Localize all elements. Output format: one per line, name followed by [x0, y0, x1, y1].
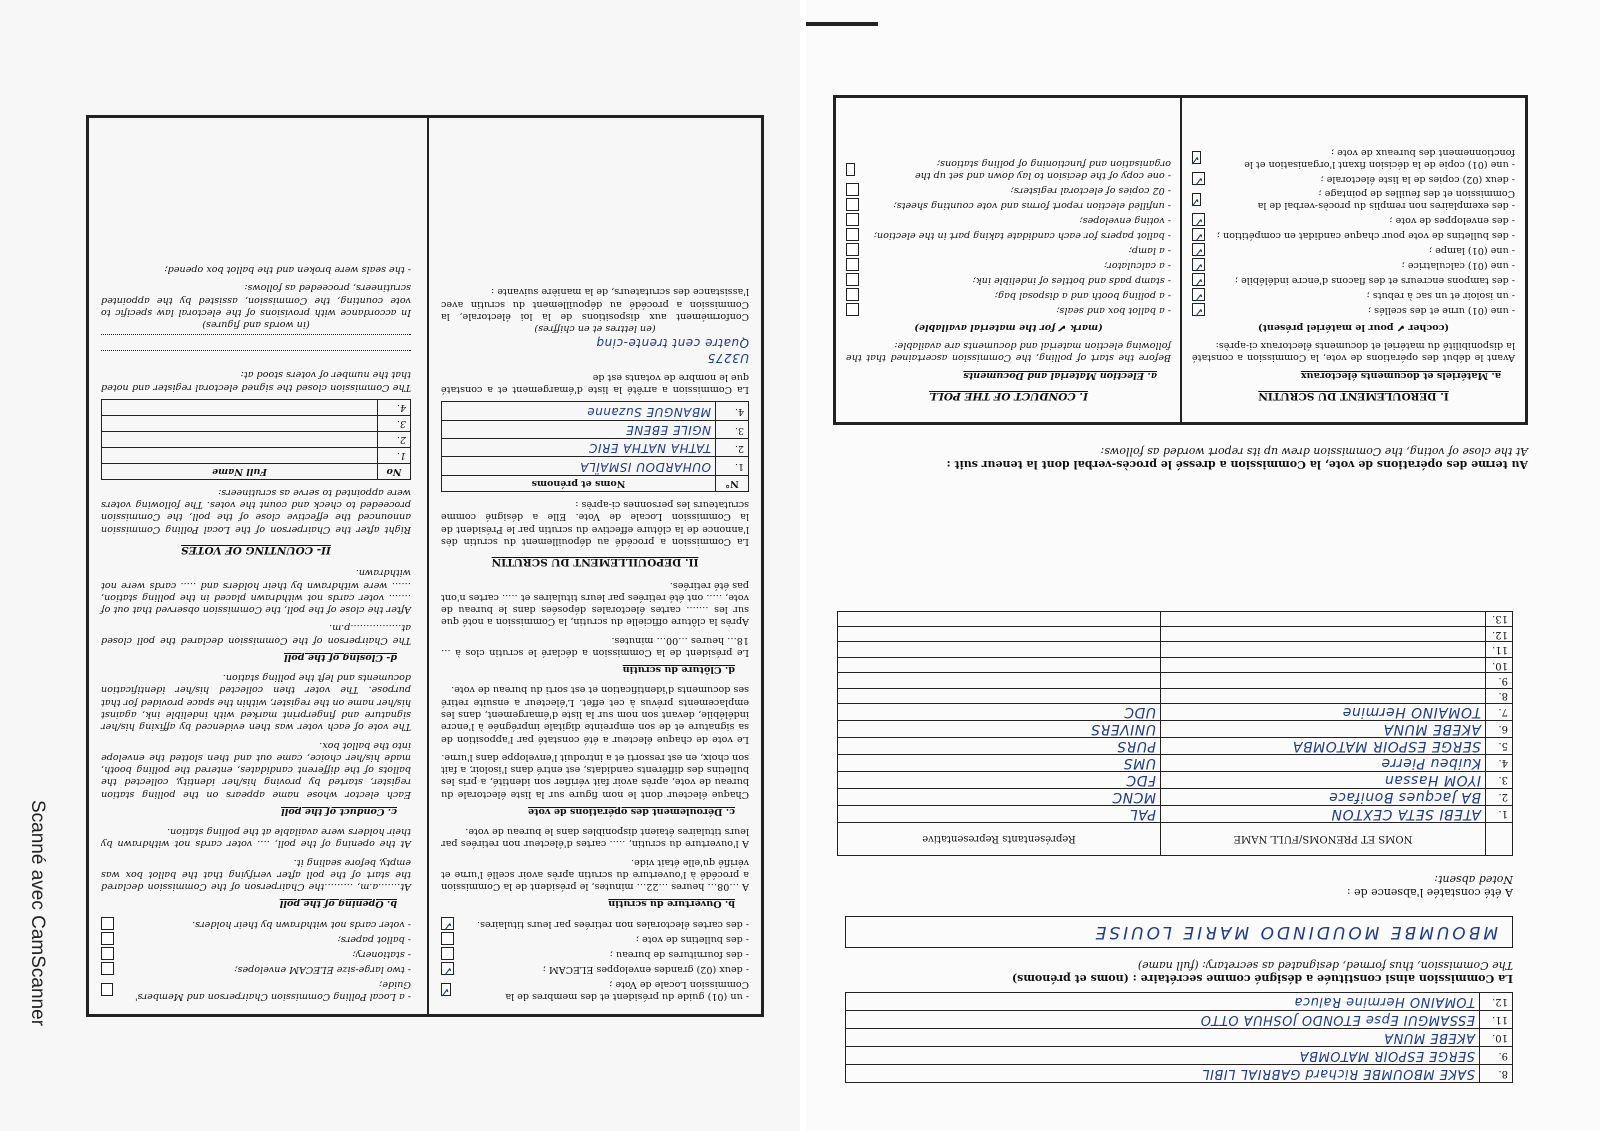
- material-fr-item-label: - des exemplaires non remplis du procès-verbal de la Commission et des feuilles de pointage ;: [1257, 188, 1515, 212]
- conduct-of-poll-box: [833, 95, 1528, 425]
- representative-name: [1161, 627, 1486, 642]
- row-number: 1.: [378, 447, 411, 463]
- material-fr-item-label: - des enveloppes de vote ;: [1389, 215, 1515, 227]
- opening-paragraph-fr: A …08… heures …22… minutes, le président de la Commission a procédé à l'ouverture du scrutin après avoir scellé l'urne et vérifié qu'elle était vide.: [441, 856, 749, 893]
- checkbox[interactable]: [1192, 214, 1205, 227]
- english-column: [89, 118, 423, 1014]
- closing-report-fr: Au terme des opérations de vote, la Commission a dressé le procès-verbal dont la teneur suit :: [946, 458, 1528, 471]
- voters-count-line: [101, 350, 411, 362]
- checkbox[interactable]: [1192, 193, 1201, 206]
- row-number: 11.: [1480, 1011, 1513, 1029]
- checkbox[interactable]: [846, 259, 859, 272]
- table-row: [838, 738, 1513, 755]
- material-fr-item: [1192, 244, 1515, 257]
- table-row: [838, 721, 1513, 738]
- material-en-item-label: - unfilled election report forms and vote counting sheets;: [893, 200, 1171, 212]
- section-d-title-en: d- Closing of the poll: [284, 651, 397, 663]
- material-title-en: a. Election Material and Documents: [963, 369, 1157, 381]
- table-row: [838, 688, 1513, 703]
- checkbox[interactable]: [1192, 304, 1205, 317]
- checkbox[interactable]: [846, 244, 859, 257]
- member-name: AKEBE MUNA: [846, 1029, 1480, 1047]
- commission-members-table: [845, 992, 1513, 1083]
- material-check-fr-item-label: - deux (02) grandes enveloppes ELECAM ;: [542, 964, 749, 976]
- checkbox[interactable]: [441, 917, 454, 930]
- scrutineer-name: [102, 447, 378, 463]
- voters-count-handwritten: U3275: [707, 350, 749, 365]
- checkbox[interactable]: [846, 199, 859, 212]
- conduct-paragraph-fr: Chaque électeur dont le nom figure sur la liste électorale du bureau de vote, après avoir fait vérifier son identité, a pris les bulletins des différents candidats, est entré dans l'isoloir, a fait son choix, en est ressorti et a introduit l'enveloppe dans l'urne.: [441, 751, 749, 800]
- checkbox[interactable]: [846, 274, 859, 287]
- material-note-fr: (cocher ✔ pour le matériel présent): [1257, 321, 1450, 333]
- row-number: 3.: [378, 415, 411, 431]
- counting-procedure-paragraph-fr: Conformément aux dispositions de la loi électorale, la Commission a procédé au dépouillement du scrutin avec l'assistance des scrutateurs, de la manière suivante :: [441, 286, 749, 322]
- in-words-note-fr: (en lettres et en chiffres): [534, 323, 656, 335]
- table-row: [102, 431, 411, 447]
- row-number: 5.: [1486, 738, 1513, 755]
- counting-title-en: II- COUNTING OF VOTES: [181, 544, 331, 557]
- material-fr-item: [1192, 214, 1515, 227]
- party-acronym: PURS: [838, 738, 1161, 755]
- row-number: 2.: [1486, 789, 1513, 806]
- checkbox[interactable]: [101, 947, 114, 960]
- counting-title-fr: II. DEPOUILLEMENT DU SCRUTIN: [491, 556, 699, 569]
- row-number: 12.: [1480, 993, 1513, 1011]
- table-row: [846, 1029, 1513, 1047]
- material-en-item: [846, 259, 1171, 272]
- checkbox[interactable]: [1192, 244, 1205, 257]
- representative-name: Kuibeu Pierre: [1161, 755, 1486, 772]
- row-number: 13.: [1486, 611, 1513, 626]
- representative-name: AKEBE MUNA: [1161, 721, 1486, 738]
- member-name: SAKE MBOUMBE Richard GABRIAL LIBIL: [846, 1065, 1480, 1083]
- table-row: [838, 642, 1513, 657]
- material-en-item: [846, 289, 1171, 302]
- material-en-item: [846, 304, 1171, 317]
- representative-name: [1161, 657, 1486, 672]
- row-number: 3.: [1486, 772, 1513, 789]
- material-paragraph-fr: Avant le début des opérations de vote, la Commission a constaté la disponibilité du matériel et documents électoraux ci-après:: [1192, 340, 1515, 364]
- watermark-text: Scanné avec CamScanner: [27, 800, 48, 1027]
- material-check-fr-item-label: - un (01) guide du président et des membres de la Commission Locale de Vote ;: [505, 978, 749, 1002]
- member-name: TOMAINO Hermine Raluca: [846, 993, 1480, 1011]
- row-number: 9.: [1480, 1047, 1513, 1065]
- party-acronym: [838, 673, 1161, 688]
- table-row: [838, 657, 1513, 672]
- vote-evidence-paragraph-en: The vote of each voter was then evidenced by affixing his/her signature and fingerprint marked with indelible ink, against his/her name on the register, within the space provided for that purpose. The voter then collected his/her identification documents and left the polling station.: [101, 672, 411, 733]
- material-fr-item-label: - une (01) copie de la décision fixant l'organisation et le fonctionnement des bureaux de vote ;: [1244, 146, 1515, 170]
- row-number: 1.: [1486, 806, 1513, 823]
- checkbox[interactable]: [1192, 151, 1201, 164]
- material-en-item: [846, 184, 1171, 197]
- party-acronym: UNIVERS: [838, 721, 1161, 738]
- material-check-fr-item: [441, 977, 749, 1002]
- row-number: 8.: [1486, 688, 1513, 703]
- material-fr-item: [1192, 229, 1515, 242]
- party-acronym: FDC: [838, 772, 1161, 789]
- english-material-checklist: [101, 917, 411, 1002]
- representative-name: [1161, 642, 1486, 657]
- checkbox[interactable]: [441, 962, 454, 975]
- party-acronym: [838, 657, 1161, 672]
- voters-count-line: [101, 334, 411, 346]
- party-acronym: PAL: [838, 806, 1161, 823]
- table-row: [846, 1065, 1513, 1083]
- row-number: 12.: [1486, 627, 1513, 642]
- counting-paragraph-fr: La Commission a procédé au dépouillement du scrutin dès l'annonce de la clôture effective du scrutin par le Président de la Commission Locale de Vote. Elle a désigné comme scrutateurs les personnes ci-après :: [441, 499, 749, 547]
- table-row: [846, 993, 1513, 1011]
- material-list-fr: [1192, 145, 1515, 316]
- table-head-no-en: No: [378, 463, 411, 479]
- representative-name: [1161, 611, 1486, 626]
- scrutineer-name: [102, 431, 378, 447]
- material-check-en-item-label: - two large-size ELECAM envelopes;: [234, 964, 411, 976]
- row-number: 1.: [716, 457, 749, 475]
- material-fr-item: [1192, 274, 1515, 287]
- row-number: 10.: [1480, 1029, 1513, 1047]
- material-en-item-label: - a ballot box and seals;: [1056, 305, 1171, 317]
- secretary-box: [845, 916, 1513, 948]
- table-row: [442, 402, 749, 420]
- row-number: 6.: [1486, 721, 1513, 738]
- representatives-table: [837, 611, 1513, 856]
- material-check-en-item: [101, 917, 411, 930]
- checkbox[interactable]: [846, 214, 859, 227]
- checkbox[interactable]: [846, 289, 859, 302]
- table-head-name-en: Full Name: [102, 463, 378, 479]
- absent-caption: [845, 873, 1513, 899]
- material-en-item: [846, 229, 1171, 242]
- material-check-en-item-label: - stationery;: [352, 949, 411, 961]
- section-d-title-fr: d. Clôture du scrutin: [622, 664, 735, 676]
- row-number: 2.: [716, 439, 749, 457]
- section-b-title-fr: b. Ouverture du scrutin: [608, 898, 735, 910]
- material-fr-item-label: - une (01) calculatrice ;: [1401, 260, 1515, 272]
- table-row: [442, 439, 749, 457]
- material-check-fr-item: [441, 962, 749, 975]
- row-number: 4.: [716, 402, 749, 420]
- party-acronym: [838, 688, 1161, 703]
- table-row: [838, 611, 1513, 626]
- table-row: [838, 673, 1513, 688]
- material-fr-item-label: - des bulletins de vote pour chaque candidat en compétition ;: [1216, 230, 1515, 242]
- party-acronym: MCNC: [838, 789, 1161, 806]
- material-fr-item-label: - une (01) urne et des scellés ;: [1367, 305, 1515, 317]
- table-row: [838, 704, 1513, 721]
- material-fr-item-label: - une (01) lampe ;: [1428, 245, 1515, 257]
- right-page-content: [806, 0, 1600, 1131]
- party-acronym: UDC: [838, 704, 1161, 721]
- row-number: 2.: [378, 431, 411, 447]
- material-check-fr-item: [441, 932, 749, 945]
- material-fr-item: [1192, 172, 1515, 185]
- camscanner-watermark: [18, 800, 48, 1090]
- representative-name: [1161, 673, 1486, 688]
- table-row: [102, 447, 411, 463]
- representative-name: IYOM Hassan: [1161, 772, 1486, 789]
- party-acronym: [838, 627, 1161, 642]
- opening-paragraph-en: At…….a.m, ………the Chairperson of the Commission declared the start of the poll after verifying that the ballot box was empty, before sealing it.: [101, 856, 411, 893]
- row-number: 3.: [716, 420, 749, 438]
- checkbox[interactable]: [101, 932, 114, 945]
- secretary-caption: [845, 959, 1513, 985]
- scrutineer-name: [102, 399, 378, 415]
- section-c-title-fr: c. Déroulement des opérations de vote: [527, 805, 735, 817]
- conduct-french-column: [1180, 98, 1525, 422]
- material-check-fr-item: [441, 917, 749, 930]
- representative-name: ATEBI SETA CEXTON: [1161, 806, 1486, 823]
- table-row: [838, 772, 1513, 789]
- voters-count-paragraph-en: The Commission closed the signed electoral register and noted that the number of voters stood at:: [101, 369, 411, 393]
- table-row: [846, 1047, 1513, 1065]
- checkbox[interactable]: [1192, 229, 1205, 242]
- checkbox[interactable]: [846, 184, 859, 197]
- checkbox[interactable]: [846, 304, 859, 317]
- checkbox[interactable]: [441, 932, 454, 945]
- row-number: 4.: [1486, 755, 1513, 772]
- party-acronym: [838, 611, 1161, 626]
- closing-time-paragraph-en: The Chairperson of the Commission declared the poll closed at…………….p.m.: [101, 622, 411, 646]
- closing-report-en: At the close of voting, the Commission drew up its report worded as follows:: [1100, 445, 1528, 458]
- scrutineer-name: MBANGUE Suzanne: [442, 402, 716, 420]
- checkbox[interactable]: [441, 983, 451, 996]
- table-row: [846, 1011, 1513, 1029]
- french-column: [427, 118, 761, 1014]
- conduct-english-column: [836, 98, 1181, 422]
- scrutineer-name: OUHARDOU ISMAÏLA: [442, 457, 716, 475]
- vote-evidence-paragraph-fr: Le vote de chaque électeur a été constaté par l'apposition de sa signature et de son empreinte digitale imprégnée à l'encre indélébile, devant son nom sur la liste d'émargement, dans les emplacements prévus à cet effet. L'électeur a ensuite retiré ses documents d'identification et est sorti du bureau de vote.: [441, 684, 749, 745]
- closing-time-paragraph-fr: Le président de la Commission a déclaré le scrutin clos à …18… heures …00… minutes.: [441, 634, 749, 658]
- cards-withdrawn-paragraph-fr: Après la clôture officielle du scrutin, la Commission a noté que sur les ……. cartes électorales déposées dans le bureau de vote, ….. ont été retirées par leurs titulaires et ….. cartes n'ont pas été retirées.: [441, 579, 749, 628]
- material-list-en: [846, 157, 1171, 317]
- table-row: [838, 627, 1513, 642]
- secretary-caption-fr: La Commission ainsi constituée a désigné comme secrétaire : (noms et prénoms): [1011, 972, 1513, 985]
- counting-procedure-paragraph-en: In accordance with provisions of the electoral law specific to vote counting, the Commission, assisted by the appointed scrutineers, proceeded as follows:: [101, 282, 411, 318]
- material-en-item: [846, 199, 1171, 212]
- reps-head-no: [1486, 823, 1513, 856]
- representative-name: TOMAINO Hermine: [1161, 704, 1486, 721]
- material-title-fr: a. Matériels et documents électoraux: [1300, 369, 1501, 381]
- section-c-title-en: c. Conduct of the poll: [281, 805, 397, 817]
- material-en-item-label: - voting envelopes;: [1079, 215, 1171, 227]
- checkbox[interactable]: [441, 947, 454, 960]
- closing-report-caption: [838, 445, 1528, 471]
- checkbox[interactable]: [101, 962, 114, 975]
- party-acronym: [838, 642, 1161, 657]
- row-number: 4.: [378, 399, 411, 415]
- material-fr-item: [1192, 259, 1515, 272]
- left-form-sheet: [86, 115, 764, 1017]
- material-check-fr-item-label: - des fournitures de bureau ;: [609, 949, 749, 961]
- table-row: [838, 789, 1513, 806]
- seals-broken-line-en: - the seals were broken and the ballot box opened;: [164, 264, 411, 275]
- absent-caption-fr: A été constatée l'absence de :: [1346, 886, 1513, 899]
- reps-head-representative: Représentants Representative: [838, 823, 1161, 856]
- material-check-en-item-label: - voter cards not withdrawn by their holders.: [192, 919, 411, 931]
- material-en-item: [846, 244, 1171, 257]
- row-number: 10.: [1486, 657, 1513, 672]
- table-head-no: N°: [716, 475, 749, 491]
- material-en-item-label: - a lamp;: [1128, 245, 1171, 257]
- material-fr-item: [1192, 145, 1515, 170]
- material-fr-item-label: - un isoloir et un sac à rebuts ;: [1366, 290, 1515, 302]
- scrutineers-table-en: [101, 399, 411, 480]
- checkbox[interactable]: [1192, 289, 1205, 302]
- cards-available-paragraph-fr: A l'ouverture du scrutin, ….. cartes d'électeur non retirées par leurs titulaires étaient disponibles dans le bureau de vote.: [441, 826, 749, 850]
- voters-count-paragraph-fr: La Commission a arrêté la liste d'émargement et a constaté que le nombre de votants est de: [441, 372, 749, 396]
- conduct-paragraph-en: Each elector whose name appears on the polling station register, started by proving his/her identity, collected the ballots of the different candidates, entered the polling booth, made his/her choice, came out and then slotted the envelope into the ballot box.: [101, 739, 411, 800]
- scrutineers-table-fr: [441, 401, 749, 491]
- material-en-item: [846, 157, 1171, 182]
- table-row: [838, 806, 1513, 823]
- material-en-item: [846, 214, 1171, 227]
- material-en-item-label: - 02 copies of electoral registers;: [1010, 185, 1171, 197]
- row-number: 7.: [1486, 704, 1513, 721]
- material-check-en-item-label: - ballot papers;: [337, 934, 411, 946]
- checkbox[interactable]: [1192, 259, 1205, 272]
- counting-paragraph-en: Right after the Chairperson of the Local Polling Commission announced the effective close of the poll, the Commission proceeded to check and count the votes. The following voters were appointed to serve as scrutineers:: [101, 486, 411, 535]
- secretary-caption-en: The Commission, thus formed, designated as secretary: (full name): [1137, 959, 1513, 972]
- checkbox[interactable]: [101, 983, 113, 996]
- member-name: ESSAMGUI Epse ETONDO JOSHUA OTTO: [846, 1011, 1480, 1029]
- table-row: [102, 399, 411, 415]
- checkbox[interactable]: [1192, 172, 1205, 185]
- material-en-item-label: - one copy of the decision to lay down and set up the organisation and functioning of polling stations;: [914, 158, 1171, 182]
- table-row: [442, 420, 749, 438]
- table-head-name: Noms et prénoms: [442, 475, 716, 491]
- material-en-item-label: - stamp pads and bottles of indelible ink;: [972, 275, 1171, 287]
- french-material-checklist: [441, 917, 749, 1002]
- material-fr-item-label: - des tampons encreurs et des flacons d'encre indélébile ;: [1234, 275, 1515, 287]
- scrutineer-name: NGILE EBENE: [442, 420, 716, 438]
- section-b-title-en: b. Opening of the poll: [279, 898, 397, 910]
- row-number: 8.: [1480, 1065, 1513, 1083]
- in-words-note-en: (in words and figures): [202, 319, 310, 331]
- material-check-en-item-label: - a Local Polling Commission Chairperson and Members' Guide;: [134, 978, 411, 1002]
- representative-name: [1161, 688, 1486, 703]
- material-fr-item: [1192, 289, 1515, 302]
- cards-withdrawn-paragraph-en: After the close of the poll, the Commission observed that out of ……. voter cards not withdrawn placed in the polling station, …… were withdrawn by their holders and ….. cards were not withdrawn.: [101, 567, 411, 616]
- checkbox[interactable]: [1192, 274, 1205, 287]
- material-paragraph-en: Before the start of polling, the Commission ascertained that the following election material and documents are available:: [846, 340, 1171, 364]
- material-check-fr-item: [441, 947, 749, 960]
- representative-name: SERGE ESPOIR MATOMBA: [1161, 738, 1486, 755]
- material-fr-item: [1192, 187, 1515, 212]
- voters-count-words-handwritten: Quatre cent trente-cinq: [595, 335, 749, 350]
- reps-head-name: NOMS ET PRENOMS/FULL NAME: [1161, 823, 1486, 856]
- cards-available-paragraph-en: At the opening of the poll, …. voter cards not withdrawn by their holders were available at the polling station.: [101, 826, 411, 850]
- material-check-en-item: [101, 932, 411, 945]
- material-check-en-item: [101, 977, 411, 1002]
- row-number: 11.: [1486, 642, 1513, 657]
- material-en-item: [846, 274, 1171, 287]
- table-row: [838, 755, 1513, 772]
- secretary-name-handwritten: MBOUMBE MOUDINDO MARIE LOUISE: [1092, 922, 1498, 942]
- checkbox[interactable]: [846, 229, 859, 242]
- material-check-en-item: [101, 962, 411, 975]
- conduct-title-en: I. CONDUCT OF THE POLL: [929, 390, 1088, 402]
- material-en-item-label: - a polling booth and a disposal bag;: [994, 290, 1171, 302]
- material-check-fr-item-label: - des cartes électorales non retirées par leurs titulaires.: [476, 919, 749, 931]
- member-name: SERGE ESPOIR MATOMBA: [846, 1047, 1480, 1065]
- material-check-fr-item-label: - des bulletins de vote ;: [635, 934, 749, 946]
- material-fr-item-label: - deux (02) copies de la liste électorale ;: [1320, 173, 1515, 185]
- material-note-en: (mark ✔ for the material available): [914, 321, 1103, 333]
- checkbox[interactable]: [846, 163, 855, 176]
- scrutineer-name: TATHA NATHA ERIC: [442, 439, 716, 457]
- table-row: [102, 415, 411, 431]
- material-fr-item: [1192, 304, 1515, 317]
- row-number: 9.: [1486, 673, 1513, 688]
- party-acronym: UMS: [838, 755, 1161, 772]
- checkbox[interactable]: [101, 917, 114, 930]
- table-row: [442, 457, 749, 475]
- absent-caption-en: Noted absent:: [1434, 873, 1513, 886]
- material-en-item-label: - a calculator;: [1103, 260, 1171, 272]
- material-en-item-label: - ballot papers for each candidate taking part in the election;: [873, 230, 1171, 242]
- material-check-en-item: [101, 947, 411, 960]
- conduct-title-fr: I. DEROULEMENT DU SCRUTIN: [1258, 390, 1449, 402]
- representative-name: BA Jacques Boniface: [1161, 789, 1486, 806]
- scrutineer-name: [102, 415, 378, 431]
